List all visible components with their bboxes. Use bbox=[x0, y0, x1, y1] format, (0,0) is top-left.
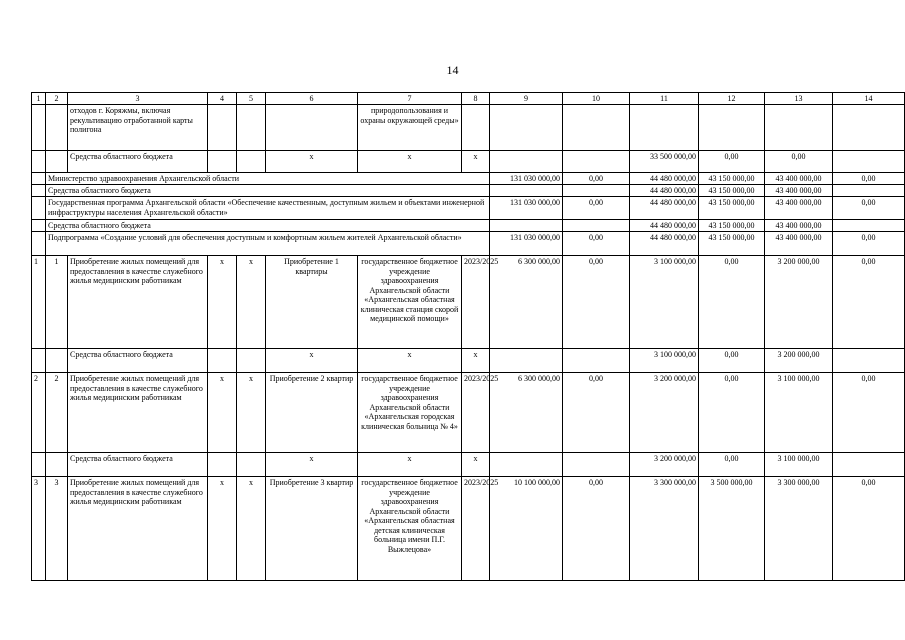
funding-source: Средства областного бюджета bbox=[68, 349, 208, 373]
cell: х bbox=[266, 151, 358, 173]
activity-name: Приобретение жилых помещений для предоставления в качестве служебного жилья медицинским работникам bbox=[68, 373, 208, 453]
cell: 44 480 000,00 bbox=[630, 173, 699, 185]
executor: государственное бюджетное учреждение здравоохранения Архангельской области «Архангельская областная клиническая станция скорой медицинской помощи» bbox=[358, 256, 462, 349]
cell: 0,00 bbox=[699, 373, 765, 453]
table-row bbox=[32, 105, 905, 151]
cell: 6 300 000,00 bbox=[490, 256, 563, 349]
funding-source: Средства областного бюджета bbox=[68, 151, 208, 173]
cell: х bbox=[266, 349, 358, 373]
cell: 0,00 bbox=[765, 151, 833, 173]
cell: 0,00 bbox=[833, 232, 905, 256]
cell: 0,00 bbox=[563, 232, 630, 256]
cell: 3 200 000,00 bbox=[630, 373, 699, 453]
cell: 131 030 000,00 bbox=[490, 232, 563, 256]
cell: 3 100 000,00 bbox=[630, 256, 699, 349]
result: Приобретение 3 квартир bbox=[266, 477, 358, 581]
cell: х bbox=[462, 453, 490, 477]
cell: 6 300 000,00 bbox=[490, 373, 563, 453]
cell: 0,00 bbox=[833, 373, 905, 453]
ministry-label: Министерство здравоохранения Архангельской области bbox=[46, 173, 490, 185]
page-number: 14 bbox=[446, 63, 459, 77]
table-row bbox=[32, 185, 905, 197]
row-number: 1 bbox=[46, 256, 68, 349]
cell: 0,00 bbox=[563, 373, 630, 453]
cell: х bbox=[358, 349, 462, 373]
cell: х bbox=[208, 373, 237, 453]
col-header: 13 bbox=[765, 93, 833, 105]
table-row bbox=[32, 453, 905, 477]
col-header: 5 bbox=[237, 93, 266, 105]
col-header: 2 bbox=[46, 93, 68, 105]
activity-name: Приобретение жилых помещений для предоставления в качестве служебного жилья медицинским работникам bbox=[68, 256, 208, 349]
result: Приобретение 1 квартиры bbox=[266, 256, 358, 349]
cell: 43 150 000,00 bbox=[699, 197, 765, 220]
row-number: 2 bbox=[32, 373, 46, 453]
cell: х bbox=[358, 453, 462, 477]
cell: 0,00 bbox=[699, 349, 765, 373]
cell: 0,00 bbox=[563, 256, 630, 349]
cell: 44 480 000,00 bbox=[630, 232, 699, 256]
cell: 3 300 000,00 bbox=[630, 477, 699, 581]
cell: 3 100 000,00 bbox=[765, 373, 833, 453]
cell: х bbox=[358, 151, 462, 173]
funding-source: Средства областного бюджета bbox=[46, 185, 490, 197]
cell: х bbox=[237, 373, 266, 453]
years: 2023/2025 bbox=[462, 477, 490, 581]
col-header: 7 bbox=[358, 93, 462, 105]
cell: 3 200 000,00 bbox=[765, 349, 833, 373]
cell: х bbox=[237, 256, 266, 349]
executor: природопользования и охраны окружающей среды» bbox=[358, 105, 462, 151]
col-header: 14 bbox=[833, 93, 905, 105]
activity-name: отходов г. Коряжмы, включая рекультивацию отработанной карты полигона bbox=[68, 105, 208, 151]
cell: 0,00 bbox=[833, 256, 905, 349]
cell: 3 100 000,00 bbox=[765, 453, 833, 477]
cell: х bbox=[462, 349, 490, 373]
cell: 33 500 000,00 bbox=[630, 151, 699, 173]
funding-source: Средства областного бюджета bbox=[68, 453, 208, 477]
cell: 43 150 000,00 bbox=[699, 220, 765, 232]
executor: государственное бюджетное учреждение здравоохранения Архангельской области «Архангельская областная детская клиническая больница имени П.Г. Выжлецова» bbox=[358, 477, 462, 581]
cell: 43 150 000,00 bbox=[699, 173, 765, 185]
cell: 43 400 000,00 bbox=[765, 197, 833, 220]
program-label: Государственная программа Архангельской области «Обеспечение качественным, доступным жильем и объектами инженерной инфраструктуры населения Архангельской области» bbox=[46, 197, 490, 220]
cell: 43 400 000,00 bbox=[765, 185, 833, 197]
cell: 3 200 000,00 bbox=[630, 453, 699, 477]
funding-source: Средства областного бюджета bbox=[46, 220, 490, 232]
table-row bbox=[32, 349, 905, 373]
cell: 10 100 000,00 bbox=[490, 477, 563, 581]
col-header: 6 bbox=[266, 93, 358, 105]
table-row bbox=[32, 151, 905, 173]
cell: 43 150 000,00 bbox=[699, 232, 765, 256]
cell: 3 100 000,00 bbox=[630, 349, 699, 373]
cell: 44 480 000,00 bbox=[630, 185, 699, 197]
cell: 43 400 000,00 bbox=[765, 220, 833, 232]
cell: 0,00 bbox=[699, 453, 765, 477]
cell: х bbox=[208, 256, 237, 349]
table-row bbox=[32, 373, 905, 453]
col-header: 8 bbox=[462, 93, 490, 105]
cell: х bbox=[266, 453, 358, 477]
cell: 0,00 bbox=[833, 477, 905, 581]
cell: 44 480 000,00 bbox=[630, 220, 699, 232]
cell: 43 400 000,00 bbox=[765, 232, 833, 256]
cell: 3 500 000,00 bbox=[699, 477, 765, 581]
cell: 44 480 000,00 bbox=[630, 197, 699, 220]
result: Приобретение 2 квартир bbox=[266, 373, 358, 453]
cell: 0,00 bbox=[699, 151, 765, 173]
table-row bbox=[32, 256, 905, 349]
col-header: 1 bbox=[32, 93, 46, 105]
cell: 0,00 bbox=[563, 173, 630, 185]
col-header: 3 bbox=[68, 93, 208, 105]
cell: 0,00 bbox=[563, 197, 630, 220]
row-number: 3 bbox=[46, 477, 68, 581]
table-row bbox=[32, 197, 905, 220]
executor: государственное бюджетное учреждение здравоохранения Архангельской области «Архангельская городская клиническая больница № 4» bbox=[358, 373, 462, 453]
cell: 131 030 000,00 bbox=[490, 197, 563, 220]
cell: 3 300 000,00 bbox=[765, 477, 833, 581]
column-number-row bbox=[32, 93, 905, 105]
col-header: 11 bbox=[630, 93, 699, 105]
cell: х bbox=[462, 151, 490, 173]
row-number: 2 bbox=[46, 373, 68, 453]
budget-table bbox=[31, 92, 905, 581]
col-header: 12 bbox=[699, 93, 765, 105]
cell: х bbox=[237, 477, 266, 581]
activity-name: Приобретение жилых помещений для предоставления в качестве служебного жилья медицинским работникам bbox=[68, 477, 208, 581]
col-header: 9 bbox=[490, 93, 563, 105]
cell: 0,00 bbox=[563, 477, 630, 581]
row-number: 3 bbox=[32, 477, 46, 581]
cell: 0,00 bbox=[699, 256, 765, 349]
table-row bbox=[32, 232, 905, 256]
table-row bbox=[32, 220, 905, 232]
table-row bbox=[32, 173, 905, 185]
cell: 0,00 bbox=[833, 197, 905, 220]
cell: 43 400 000,00 bbox=[765, 173, 833, 185]
cell: 131 030 000,00 bbox=[490, 173, 563, 185]
col-header: 10 bbox=[563, 93, 630, 105]
table-row bbox=[32, 477, 905, 581]
subprogram-label: Подпрограмма «Создание условий для обеспечения доступным и комфортным жильем жителей Архангельской области» bbox=[46, 232, 490, 256]
row-number: 1 bbox=[32, 256, 46, 349]
cell: х bbox=[208, 477, 237, 581]
cell: 0,00 bbox=[833, 173, 905, 185]
cell: 3 200 000,00 bbox=[765, 256, 833, 349]
years: 2023/2025 bbox=[462, 256, 490, 349]
col-header: 4 bbox=[208, 93, 237, 105]
years: 2023/2025 bbox=[462, 373, 490, 453]
cell: 43 150 000,00 bbox=[699, 185, 765, 197]
